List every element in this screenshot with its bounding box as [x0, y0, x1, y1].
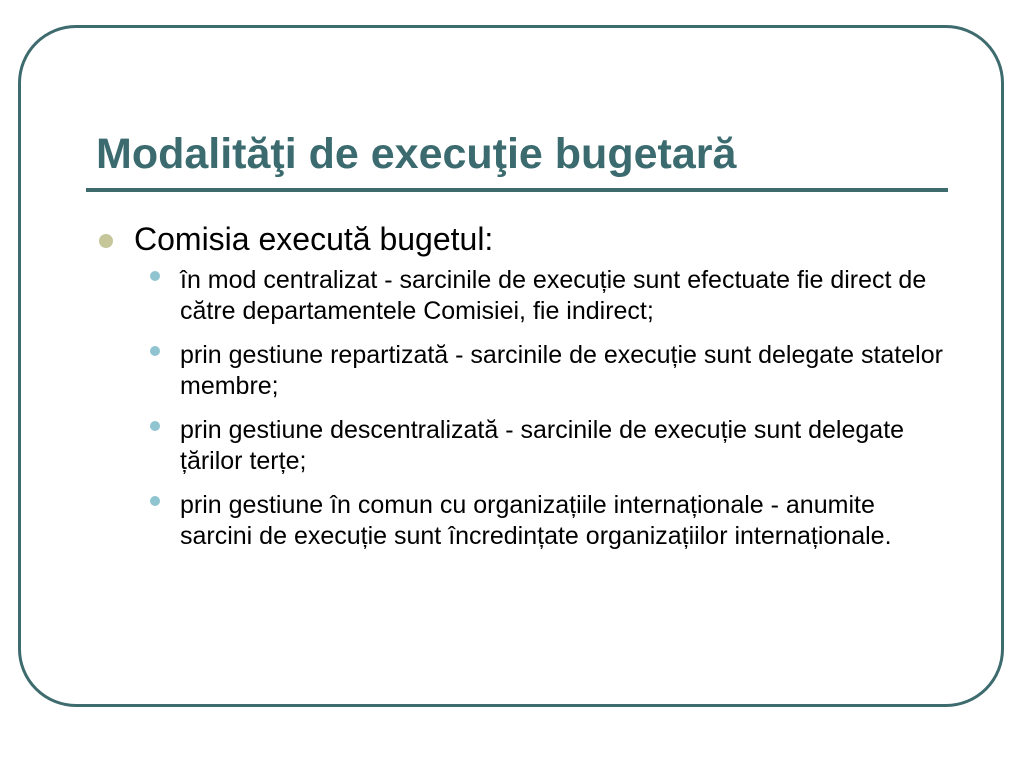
sub-bullet-item — [96, 490, 956, 552]
bullet-item-main — [96, 219, 956, 259]
small-round-bullet-icon — [150, 421, 160, 431]
sub-bullet-list — [96, 265, 956, 552]
slide-title: Modalităţi de execuţie bugetară — [96, 130, 737, 178]
sub-bullet-text: prin gestiune repartizată - sarcinile de execuție sunt delegate statelor membre; — [180, 341, 943, 400]
sub-bullet-text: prin gestiune descentralizată - sarcinile de execuție sunt delegate țărilor terțe; — [180, 416, 905, 475]
sub-bullet-item — [96, 415, 956, 477]
round-bullet-icon — [99, 234, 113, 248]
sub-bullet-item — [96, 340, 956, 402]
title-underline — [86, 188, 948, 192]
small-round-bullet-icon — [150, 496, 160, 506]
sub-bullet-text: în mod centralizat - sarcinile de execuție sunt efectuate fie direct de către departamentele Comisiei, fie indirect; — [180, 266, 927, 325]
main-point-text: Comisia execută bugetul: — [134, 221, 494, 257]
small-round-bullet-icon — [150, 346, 160, 356]
slide-content — [96, 219, 956, 565]
small-round-bullet-icon — [150, 271, 160, 281]
sub-bullet-text: prin gestiune în comun cu organizațiile internaționale - anumite sarcini de execuție sunt încredințate organizațiilor internaționale. — [180, 491, 892, 550]
sub-bullet-item — [96, 265, 956, 327]
